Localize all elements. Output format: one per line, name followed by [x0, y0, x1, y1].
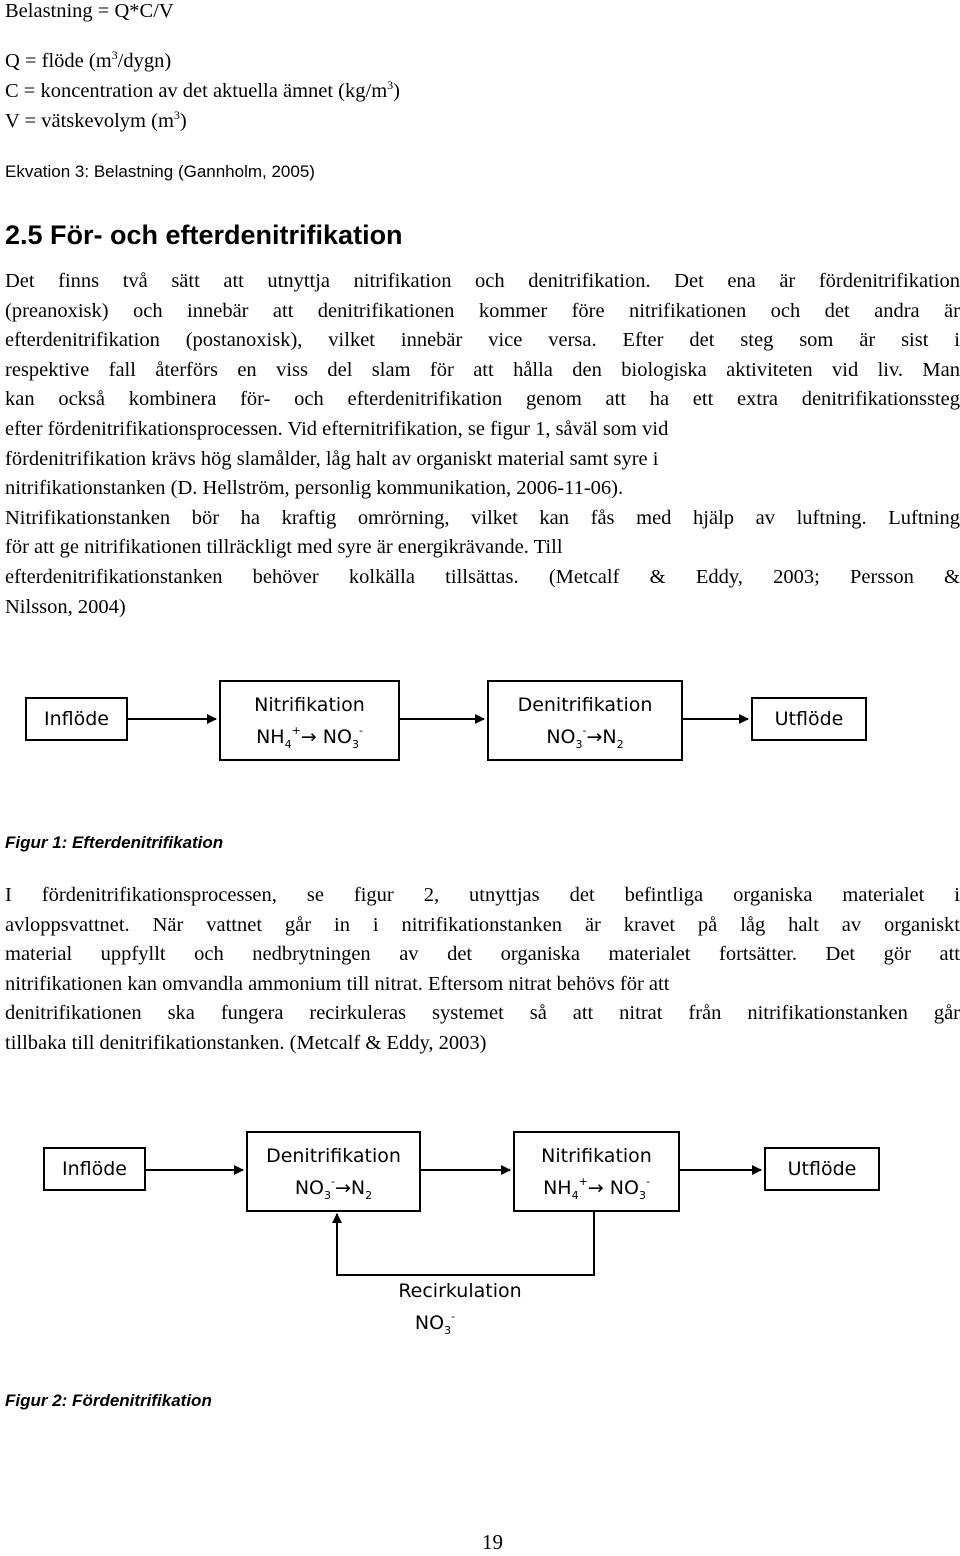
- paragraph-2-line: nitrifikationen kan omvandla ammonium till nitrat. Eftersom nitrat behövs för att: [5, 972, 670, 995]
- formula-main: Belastning = Q*C/V: [5, 0, 174, 22]
- recirculation-title: Recirkulation: [398, 1280, 522, 1302]
- paragraph-2: [5, 881, 960, 1059]
- paragraph-1-line: Nitrifikationstanken bör ha kraftig omrörning, vilket kan fås med hjälp av luftning. Luftning: [5, 506, 960, 529]
- figure-2-recirculation-label: [380, 1280, 540, 1337]
- figure-1-denitrification-box: Denitrifikation $NO_3^-\to N_2$: [487, 680, 683, 761]
- page-number: 19: [482, 1530, 503, 1554]
- section-heading: 2.5 För- och efterdenitrifikation: [5, 220, 403, 250]
- paragraph-2-line: I fördenitrifikationsprocessen, se figur 2, utnyttjas det befintliga organiska materialet i: [5, 884, 960, 906]
- figure-2-outflow-box: Utflöde: [764, 1147, 880, 1191]
- paragraph-1-line: nitrifikationstanken (D. Hellström, personlig kommunikation, 2006-11-06).: [5, 477, 624, 500]
- figure-1-caption: Figur 1: Efterdenitrifikation: [5, 833, 224, 852]
- paragraph-2-line: tillbaka till denitrifikationstanken. (Metcalf & Eddy, 2003): [5, 1031, 487, 1054]
- paragraph-1: [5, 267, 960, 622]
- figure-2-inflow-box: Inflöde: [43, 1147, 146, 1191]
- paragraph-1-line: Nilsson, 2004): [5, 595, 126, 618]
- paragraph-1-line: kan också kombinera för- och efterdenitrifikation genom att ha ett extra denitrifikationssteg: [5, 388, 960, 411]
- figure-2-denitrification-box: Denitrifikation $NO_3^-\to N_2$: [246, 1131, 421, 1212]
- equation-caption: Ekvation 3: Belastning (Gannholm, 2005): [5, 162, 315, 181]
- figure-1-inflow-box: Inflöde: [25, 697, 128, 741]
- paragraph-1-line: för att ge nitrifikationen tillräckligt med syre är energikrävande. Till: [5, 536, 563, 559]
- paragraph-1-line: respektive fall återförs en viss del slam för att hålla den biologiska aktiviteten vid liv. Man: [5, 358, 960, 381]
- recirculation-species: $NO_3^-$: [414, 1310, 456, 1337]
- paragraph-1-line: efterdenitrifikationstanken behöver kolkälla tillsättas. (Metcalf & Eddy, 2003; Persson &: [5, 565, 960, 588]
- paragraph-2-line: material uppfyllt och nedbrytningen av det organiska materialet fortsätter. Det gör att: [5, 943, 960, 966]
- paragraph-2-line: avloppsvattnet. När vattnet går in i nitrifikationstanken är kravet på låg halt av organiskt: [5, 913, 960, 936]
- paragraph-1-line: Det finns två sätt att utnyttja nitrifikation och denitrifikation. Det ena är fördenitrifikation: [5, 270, 960, 292]
- figure-1-outflow-box: Utflöde: [751, 697, 867, 741]
- formula-c-definition: C = koncentration av det aktuella ämnet $(kg/m^3)$: [5, 78, 400, 102]
- formula-v-definition: V = vätskevolym $(m^3)$: [5, 108, 187, 132]
- paragraph-1-line: fördenitrifikation krävs hög slamålder, låg halt av organiskt material samt syre i: [5, 447, 659, 470]
- figure-2-nitrification-box: Nitrifikation $NH_4^+\to NO_3^-$: [513, 1131, 680, 1212]
- paragraph-1-line: efterdenitrifikation (postanoxisk), vilket innebär vice versa. Efter det steg som är sist i: [5, 329, 960, 352]
- figure-1-nitrification-box: Nitrifikation $NH_4^+\to NO_3^-$: [219, 680, 400, 761]
- paragraph-1-line: (preanoxisk) och innebär att denitrifikationen kommer före nitrifikationen och det andra är: [5, 299, 960, 322]
- paragraph-1-line: efter fördenitrifikationsprocessen. Vid efternitrifikation, se figur 1, såväl som vid: [5, 417, 669, 440]
- formula-q-definition: Q = flöde $(m^3/dygn)$: [5, 48, 172, 72]
- figure-2-caption: Figur 2: Fördenitrifikation: [5, 1391, 212, 1410]
- paragraph-2-line: denitrifikationen ska fungera recirkuleras systemet så att nitrat från nitrifikationstanken går: [5, 1002, 960, 1025]
